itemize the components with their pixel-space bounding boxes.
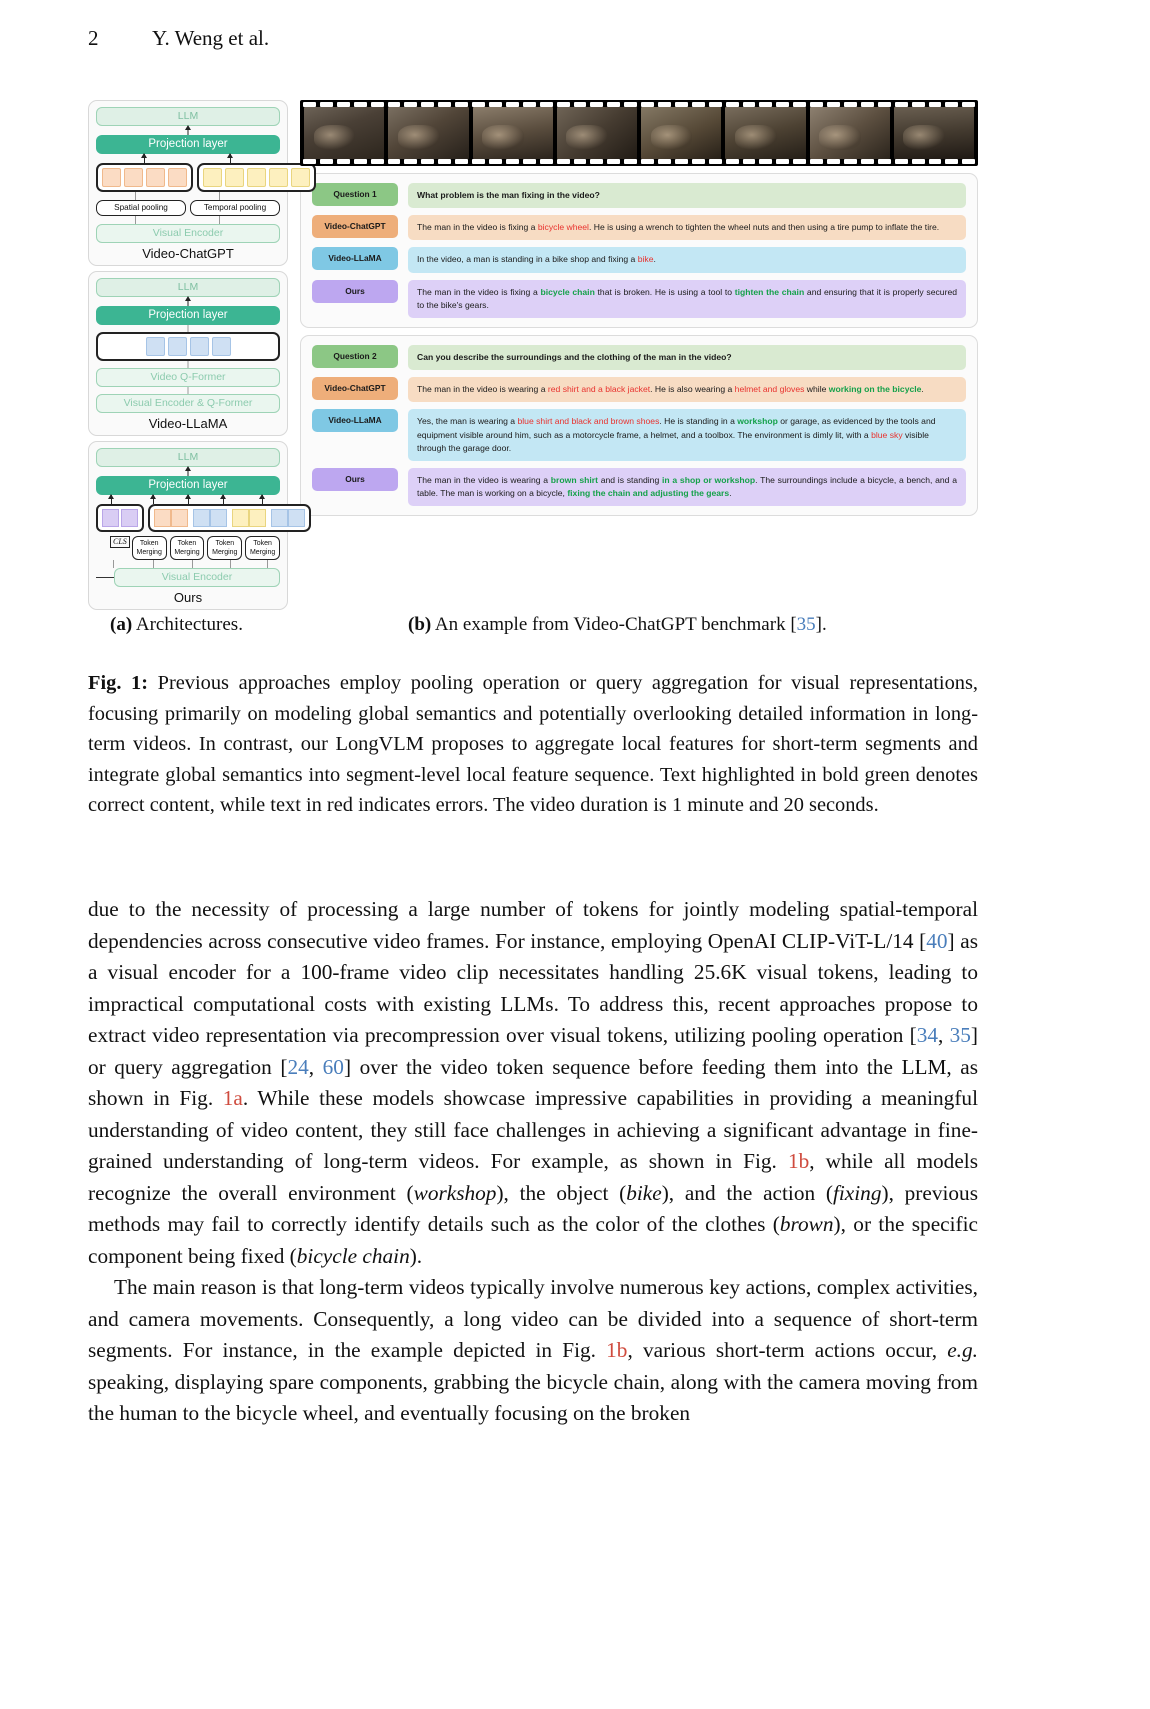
token-chip	[146, 168, 165, 187]
spatial-pooling-block: Spatial pooling	[96, 200, 186, 216]
qa-tag-ours: Ours	[312, 468, 398, 491]
token-merging-block: Token Merging	[132, 536, 167, 560]
text-run: The man in the video is wearing a	[417, 475, 551, 486]
text-run: that is broken. He is using a tool to	[594, 286, 735, 297]
text-run: . He is using a wrench to tighten the wheel nuts and then using a tire pump to inflate the tire.	[588, 222, 940, 233]
text-run: and ensuring that it is properly secured to the bike's gears.	[417, 286, 958, 310]
running-head	[88, 26, 978, 51]
qa-tag-video-llama: Video-LLaMA	[312, 409, 398, 432]
qa-row	[312, 409, 966, 461]
token-chip	[171, 509, 188, 527]
arch-name-ours: Ours	[173, 590, 203, 605]
text-run: The man in the video is wearing a	[417, 384, 548, 395]
citation-link-35[interactable]: 35	[796, 614, 816, 635]
token-chip	[225, 168, 244, 187]
token-chip	[102, 168, 121, 187]
qa-tag-ours: Ours	[312, 280, 398, 303]
text-run: , while all models recognize the overall environment (	[88, 1149, 978, 1205]
qa-text-ours	[408, 280, 966, 318]
emphasis-bicycle-chain: bicycle chain	[296, 1243, 410, 1268]
qa-block-question-2	[300, 335, 978, 516]
figure-1b-example	[300, 100, 978, 516]
qa-text-question	[408, 183, 966, 208]
figure-caption-text: Previous approaches employ pooling operation or query aggregation for visual representations, focusing primarily on modeling global semantics and potentially overlooking detailed information in long-term videos. In contrast, our LongVLM proposes to aggregate local features for short-term segments and integrate global semantics into segment-level local feature sequence. Text highlighted in bold green denotes correct content, while text in red indicates errors. The video duration is 1 minute and 20 seconds.	[88, 672, 978, 817]
text-run: and is standing	[597, 475, 662, 486]
token-merging-block: Token Merging	[170, 536, 205, 560]
text-run: due to the necessity of processing a large number of tokens for jointly modeling spatial-temporal dependencies across consecutive video frames. For instance, employing OpenAI CLIP-ViT-L/14 [	[88, 897, 978, 953]
local-token-groups	[148, 504, 311, 532]
token-chip	[124, 168, 143, 187]
qa-tag-video-chatgpt: Video-ChatGPT	[312, 377, 398, 400]
qa-row	[312, 345, 966, 370]
text-run: The man in the video is fixing a	[417, 286, 541, 297]
video-frame	[388, 107, 468, 159]
token-chip	[190, 337, 209, 356]
visual-encoder-block: Visual Encoder	[96, 224, 280, 243]
figure-ref-1b[interactable]: 1b	[787, 1149, 810, 1173]
qa-text-video-chatgpt	[408, 215, 966, 240]
qa-text-video-llama	[408, 409, 966, 461]
text-run: , various short-term actions occur,	[627, 1338, 948, 1362]
connector-lines	[96, 560, 280, 568]
text-run: . While these models showcase impressive capabilities in providing a meaningful understanding of video content, they still face challenges in achieving a significant advantage in fine-grained understanding of long-term videos. For example, as shown in Fig.	[88, 1086, 978, 1173]
highlight-error: blue sky	[871, 429, 903, 440]
qa-row	[312, 377, 966, 402]
token-chip	[168, 168, 187, 187]
token-pair	[232, 509, 266, 527]
text-run: Can you describe the surroundings and the clothing of the man in the video?	[417, 352, 732, 363]
text-run: ] over the video token sequence before feeding them into the LLM, as shown in Fig.	[88, 1054, 979, 1110]
text-run: .	[729, 488, 732, 499]
token-chip	[269, 168, 288, 187]
page-number: 2	[88, 26, 99, 50]
subcaption-b-label: (b)	[408, 614, 432, 635]
figure-caption-label: Fig. 1:	[88, 672, 149, 694]
highlight-correct: bicycle chain	[540, 286, 595, 297]
subcaption-a-label: (a)	[110, 614, 133, 635]
token-pair	[193, 509, 227, 527]
text-run: ), or the specific component being fixed (	[88, 1212, 978, 1268]
arch-name-video-llama: Video-LLaMA	[148, 416, 228, 431]
text-run: .	[653, 254, 656, 265]
body-text	[88, 894, 978, 1430]
token-chip	[291, 168, 310, 187]
text-run: . He is also wearing a	[650, 384, 735, 395]
text-run: ), previous methods may fail to correctly identify details such as the color of the clothes (	[88, 1180, 978, 1236]
highlight-correct: working on the bicycle	[828, 384, 922, 395]
qa-row	[312, 247, 966, 272]
figure-1	[88, 100, 978, 610]
visual-encoder-qformer-block: Visual Encoder & Q-Former	[96, 394, 280, 413]
citation-link-24[interactable]: 24	[287, 1054, 309, 1079]
text-run: ), and the action (	[661, 1180, 833, 1205]
highlight-correct: workshop	[737, 416, 778, 427]
text-run: . The surroundings include a bicycle, a bench, and a table. The man is working on a bicycle,	[417, 475, 957, 499]
arch-card-ours	[88, 441, 288, 610]
qa-text-question	[408, 345, 966, 370]
token-pair	[271, 509, 305, 527]
text-run: speaking, displaying spare components, grabbing the bicycle chain, along with the camera moving from the human to the bicycle wheel, and eventually focusing on the broken	[88, 1369, 978, 1425]
qa-tag-question: Question 1	[312, 183, 398, 206]
subcaption-b-text-post: ].	[815, 614, 827, 635]
projection-layer-block: Projection layer	[96, 306, 280, 325]
text-run: .	[921, 384, 924, 395]
highlight-correct: brown shirt	[550, 475, 598, 486]
text-run: ] or query aggregation [	[88, 1023, 978, 1079]
subcaption-b	[408, 614, 827, 636]
figure-ref-1b[interactable]: 1b	[606, 1338, 628, 1362]
body-paragraph-2	[88, 1272, 978, 1430]
token-chip	[102, 509, 119, 527]
arrows-up-icon	[96, 495, 280, 504]
text-run: ] as a visual encoder for a 100-frame video clip necessitates handling 25.6K visual tokens, leading to impractical computational costs with existing LLMs. To address this, recent approaches propose to extract video representation via precompression over visual tokens, utilizing pooling operation [	[88, 928, 978, 1047]
highlight-correct: fixing the chain and adjusting the gears	[567, 488, 730, 499]
highlight-correct: in a shop or workshop	[662, 475, 756, 486]
running-head-authors: Y. Weng et al.	[152, 26, 270, 50]
video-frame	[810, 107, 890, 159]
video-qformer-block: Video Q-Former	[96, 368, 280, 387]
emphasis-workshop: workshop	[413, 1180, 497, 1205]
token-chip	[249, 509, 266, 527]
emphasis-eg: e.g.	[947, 1338, 978, 1362]
qa-text-video-llama	[408, 247, 966, 272]
arch-name-video-chatgpt: Video-ChatGPT	[142, 246, 234, 261]
video-frame	[473, 107, 553, 159]
citation-link-40[interactable]: 40	[926, 928, 948, 953]
qa-row	[312, 215, 966, 240]
connector-lines	[96, 216, 280, 224]
highlight-correct: tighten the chain	[734, 286, 805, 297]
connector-line	[96, 325, 280, 332]
text-run: In the video, a man is standing in a bike shop and fixing a	[417, 254, 638, 265]
qa-text-video-chatgpt	[408, 377, 966, 402]
qa-tag-video-chatgpt: Video-ChatGPT	[312, 215, 398, 238]
temporal-token-group	[197, 163, 316, 192]
arrow-up-icon	[96, 467, 280, 476]
query-token-group	[96, 332, 280, 361]
qa-tag-video-llama: Video-LLaMA	[312, 247, 398, 270]
body-paragraph-1	[88, 894, 978, 1272]
highlight-error: bicycle wheel	[537, 222, 589, 233]
video-frame	[641, 107, 721, 159]
arch-card-video-chatgpt	[88, 100, 288, 266]
connector-lines	[96, 192, 280, 200]
projection-layer-block: Projection layer	[96, 135, 280, 154]
arrow-up-icon	[96, 297, 280, 306]
arrows-up-icon	[96, 154, 280, 163]
visual-encoder-block: Visual Encoder	[114, 568, 280, 587]
video-frame	[725, 107, 805, 159]
llm-block: LLM	[96, 107, 280, 126]
token-chip	[210, 509, 227, 527]
text-run: . He is standing in a	[659, 416, 738, 427]
qa-row	[312, 280, 966, 318]
subcaption-a-text: Architectures.	[132, 614, 243, 635]
token-chip	[121, 509, 138, 527]
token-merging-block: Token Merging	[207, 536, 242, 560]
text-run: What problem is the man fixing in the video?	[417, 190, 600, 200]
text-run: visible through the garage door.	[417, 429, 929, 453]
token-chip	[288, 509, 305, 527]
connector-line	[96, 361, 280, 368]
highlight-error: blue shirt and black and brown shoes	[517, 416, 660, 427]
text-run: ).	[409, 1243, 423, 1268]
text-run: ,	[308, 1054, 323, 1079]
spatial-token-group	[96, 163, 193, 192]
text-run: while	[804, 384, 829, 395]
citation-link-35[interactable]: 35	[949, 1023, 971, 1047]
token-chip	[154, 509, 171, 527]
token-pair	[154, 509, 188, 527]
arch-card-video-llama	[88, 271, 288, 436]
temporal-pooling-block: Temporal pooling	[190, 200, 280, 216]
token-chip	[212, 337, 231, 356]
qa-block-question-1	[300, 173, 978, 328]
connector-line	[96, 387, 280, 394]
token-chip	[271, 509, 288, 527]
video-frame	[894, 107, 974, 159]
token-chip	[168, 337, 187, 356]
figure-ref-1a[interactable]: 1a	[222, 1086, 243, 1110]
cls-label: CLS	[110, 536, 130, 548]
figure-caption	[88, 668, 978, 821]
text-run: The man in the video is fixing a	[417, 222, 538, 233]
text-run: ,	[938, 1023, 950, 1047]
qa-text-ours	[408, 468, 966, 506]
highlight-error: bike	[637, 254, 654, 265]
text-run: The main reason is that long-term videos typically involve numerous key actions, complex activities, and camera movements. Consequently, a long video can be divided into a sequence of short-term segments. For instance, in the example depicted in Fig.	[88, 1275, 978, 1362]
highlight-error: helmet and gloves	[734, 384, 805, 395]
qa-tag-question: Question 2	[312, 345, 398, 368]
token-chip	[247, 168, 266, 187]
subcaption-a	[110, 614, 243, 636]
emphasis-fixing: fixing	[832, 1180, 882, 1205]
citation-link-60[interactable]: 60	[322, 1054, 344, 1079]
text-run: ), the object (	[496, 1180, 627, 1205]
token-chip	[203, 168, 222, 187]
qa-row	[312, 183, 966, 208]
llm-block: LLM	[96, 278, 280, 297]
text-run: or garage, as evidenced by the tools and equipment visible around him, such as a motorcycle frame, a helmet, and a toolbox. The environment is dimly lit, with a	[417, 416, 936, 440]
video-frame	[304, 107, 384, 159]
projection-layer-block: Projection layer	[96, 476, 280, 495]
highlight-error: red shirt and a black jacket	[547, 384, 651, 395]
arrow-up-icon	[96, 126, 280, 135]
video-frame	[557, 107, 637, 159]
cls-token-box	[96, 504, 144, 532]
citation-link-34[interactable]: 34	[916, 1023, 939, 1047]
qa-row	[312, 468, 966, 506]
token-chip	[232, 509, 249, 527]
token-chip	[193, 509, 210, 527]
video-filmstrip	[300, 100, 978, 166]
token-merging-block: Token Merging	[245, 536, 280, 560]
figure-1a-architectures	[88, 100, 288, 610]
token-chip	[146, 337, 165, 356]
emphasis-bike: bike	[626, 1180, 662, 1205]
llm-block: LLM	[96, 448, 280, 467]
subcaption-b-text-pre: An example from Video-ChatGPT benchmark [	[431, 614, 797, 635]
text-run: Yes, the man is wearing a	[417, 416, 518, 427]
emphasis-brown: brown	[779, 1212, 834, 1236]
film-perforations-bottom	[303, 159, 975, 164]
